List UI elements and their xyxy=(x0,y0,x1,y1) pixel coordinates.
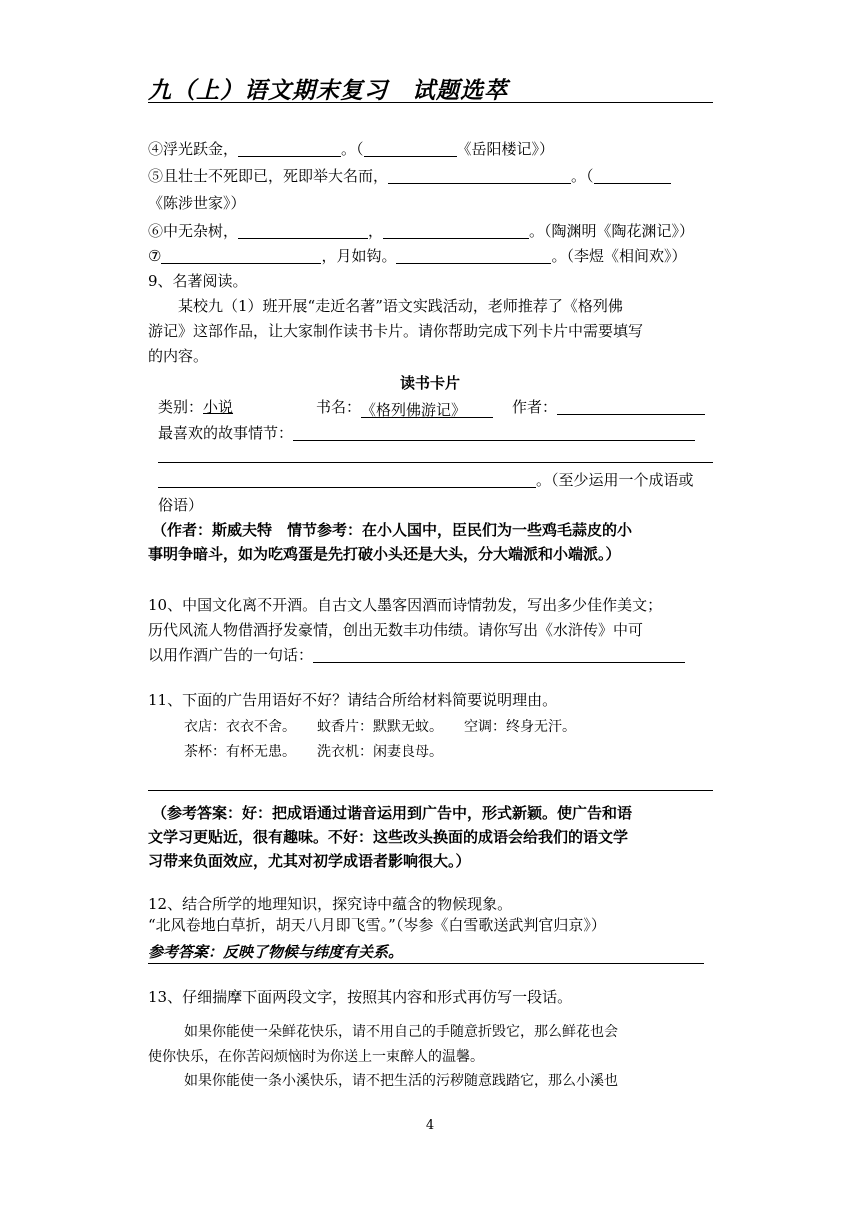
card-category xyxy=(158,397,233,417)
answer-blank[interactable] xyxy=(238,140,341,157)
answer-blank[interactable] xyxy=(388,167,571,184)
q9-paragraph: 游记》这部作品，让大家制作读书卡片。请你帮助完成下列卡片中需要填写 xyxy=(148,322,644,340)
q13-paragraph: 如果你能使一朵鲜花快乐，请不用自己的手随意折毁它，那么鲜花也会 xyxy=(184,1024,618,1040)
q9-answer: 事明争暗斗，如为吃鸡蛋是先打破小头还是大头，分大端派和小端派。） xyxy=(148,545,621,563)
q10-line xyxy=(148,645,685,665)
plot-hint-cont: 俗语） xyxy=(158,496,204,514)
q8-line-5 xyxy=(148,166,671,186)
plot-hint: 。（至少运用一个成语或 xyxy=(536,471,694,489)
q8-text: 《陈涉世家》） xyxy=(148,194,246,212)
q12-answer-underline xyxy=(148,963,704,964)
q11-answer: 文学习更贴近，很有趣味。不好：这些改头换面的成语会给我们的语文学 xyxy=(148,828,629,846)
answer-blank[interactable] xyxy=(396,247,551,264)
q13-paragraph: 如果你能使一条小溪快乐，请不把生活的污秽随意践踏它，那么小溪也 xyxy=(184,1073,618,1089)
q8-text: ⑥中无杂树， xyxy=(148,222,239,240)
page-header xyxy=(148,72,713,103)
card-title: 读书卡片 xyxy=(399,374,460,392)
q13-paragraph: 使你快乐，在你苦闷烦恼时为你送上一束醉人的温馨。 xyxy=(148,1049,484,1065)
q9-paragraph: 某校九（1）班开展“走近名著”语文实践活动，老师推荐了《格列佛 xyxy=(178,297,623,315)
q8-text: 。（ xyxy=(571,167,594,185)
plot-blank[interactable] xyxy=(158,471,536,488)
book-value-field xyxy=(361,400,493,418)
q8-text: ，月如钩。 xyxy=(321,247,397,265)
q11-answer: （参考答案：好：把成语通过谐音运用到广告中，形式新颖。使广告和语 xyxy=(152,804,633,822)
q12-poem: “北风卷地白草折，胡天八月即飞雪。”（岑参《白雪歌送武判官归京》） xyxy=(148,916,606,934)
q12-answer: 参考答案：反映了物候与纬度有关系。 xyxy=(148,943,404,961)
q8-text: 《岳阳楼记》） xyxy=(456,140,555,158)
header-title: 九（上）语文期末复习 试题选萃 xyxy=(148,78,508,104)
plot-blank[interactable] xyxy=(293,424,695,441)
answer-blank[interactable] xyxy=(238,222,368,239)
category-value: 小说 xyxy=(203,398,234,416)
q11-answer: 习带来负面效应，尤其对初学成语者影响很大。） xyxy=(148,852,471,870)
q8-text: 。（ xyxy=(341,140,364,158)
q12-title: 12、结合所学的地理知识，探究诗中蕴含的物候现象。 xyxy=(148,895,513,913)
answer-blank[interactable] xyxy=(364,140,457,157)
answer-blank[interactable] xyxy=(594,167,671,184)
q9-title: 9、名著阅读。 xyxy=(148,272,248,290)
q9-answer: （作者：斯威夫特 情节参考：在小人国中，臣民们为一些鸡毛蒜皮的小 xyxy=(152,521,633,539)
q11-ads: 茶杯：有杯无患。 洗衣机：闲妻良母。 xyxy=(184,744,443,760)
q10-line: 10、中国文化离不开酒。自古文人墨客因酒而诗情勃发，写出多少佳作美文； xyxy=(148,596,663,614)
q8-text: ⑤且壮士不死即已，死即举大名而， xyxy=(148,167,389,185)
answer-blank[interactable] xyxy=(383,222,529,239)
q8-text: ， xyxy=(368,222,384,240)
q10-text: 以用作酒广告的一句话： xyxy=(148,646,314,664)
q8-text: ④浮光跃金， xyxy=(148,140,239,158)
card-author xyxy=(512,397,705,417)
category-label: 类别： xyxy=(158,398,204,416)
answer-blank[interactable] xyxy=(161,247,321,264)
card-book xyxy=(316,397,493,418)
q11-ads: 衣店：衣衣不舍。 蚊香片：默默无蚊。 空调：终身无汗。 xyxy=(184,719,576,735)
book-label: 书名： xyxy=(316,398,362,416)
answer-blank[interactable] xyxy=(313,646,685,663)
q8-text: ⑦ xyxy=(148,247,162,265)
plot-blank-line[interactable] xyxy=(158,462,713,463)
q11-title: 11、下面的广告用语好不好？请结合所给材料简要说明理由。 xyxy=(148,691,558,709)
q8-line-6 xyxy=(148,221,694,241)
q8-line-7 xyxy=(148,246,686,266)
author-label: 作者： xyxy=(512,398,558,416)
card-plot-end xyxy=(158,470,694,490)
plot-label: 最喜欢的故事情节： xyxy=(158,424,294,442)
q11-answer-line[interactable] xyxy=(148,790,713,791)
q8-line-4 xyxy=(148,139,554,159)
q9-paragraph: 的内容。 xyxy=(148,347,209,365)
book-value: 《格列佛游记》 xyxy=(361,401,467,419)
q8-text: 。（陶渊明《陶花渊记》） xyxy=(529,222,695,240)
author-blank[interactable] xyxy=(557,398,705,415)
q10-line: 历代风流人物借酒抒发豪情，创出无数丰功伟绩。请你写出《水浒传》中可 xyxy=(148,621,644,639)
q13-title: 13、仔细揣摩下面两段文字，按照其内容和形式再仿写一段话。 xyxy=(148,988,573,1006)
q8-line-5b xyxy=(148,193,246,213)
q8-text: 。（李煜《相间欢》） xyxy=(551,247,687,265)
card-plot xyxy=(158,423,695,443)
page-number: 4 xyxy=(425,1118,435,1133)
